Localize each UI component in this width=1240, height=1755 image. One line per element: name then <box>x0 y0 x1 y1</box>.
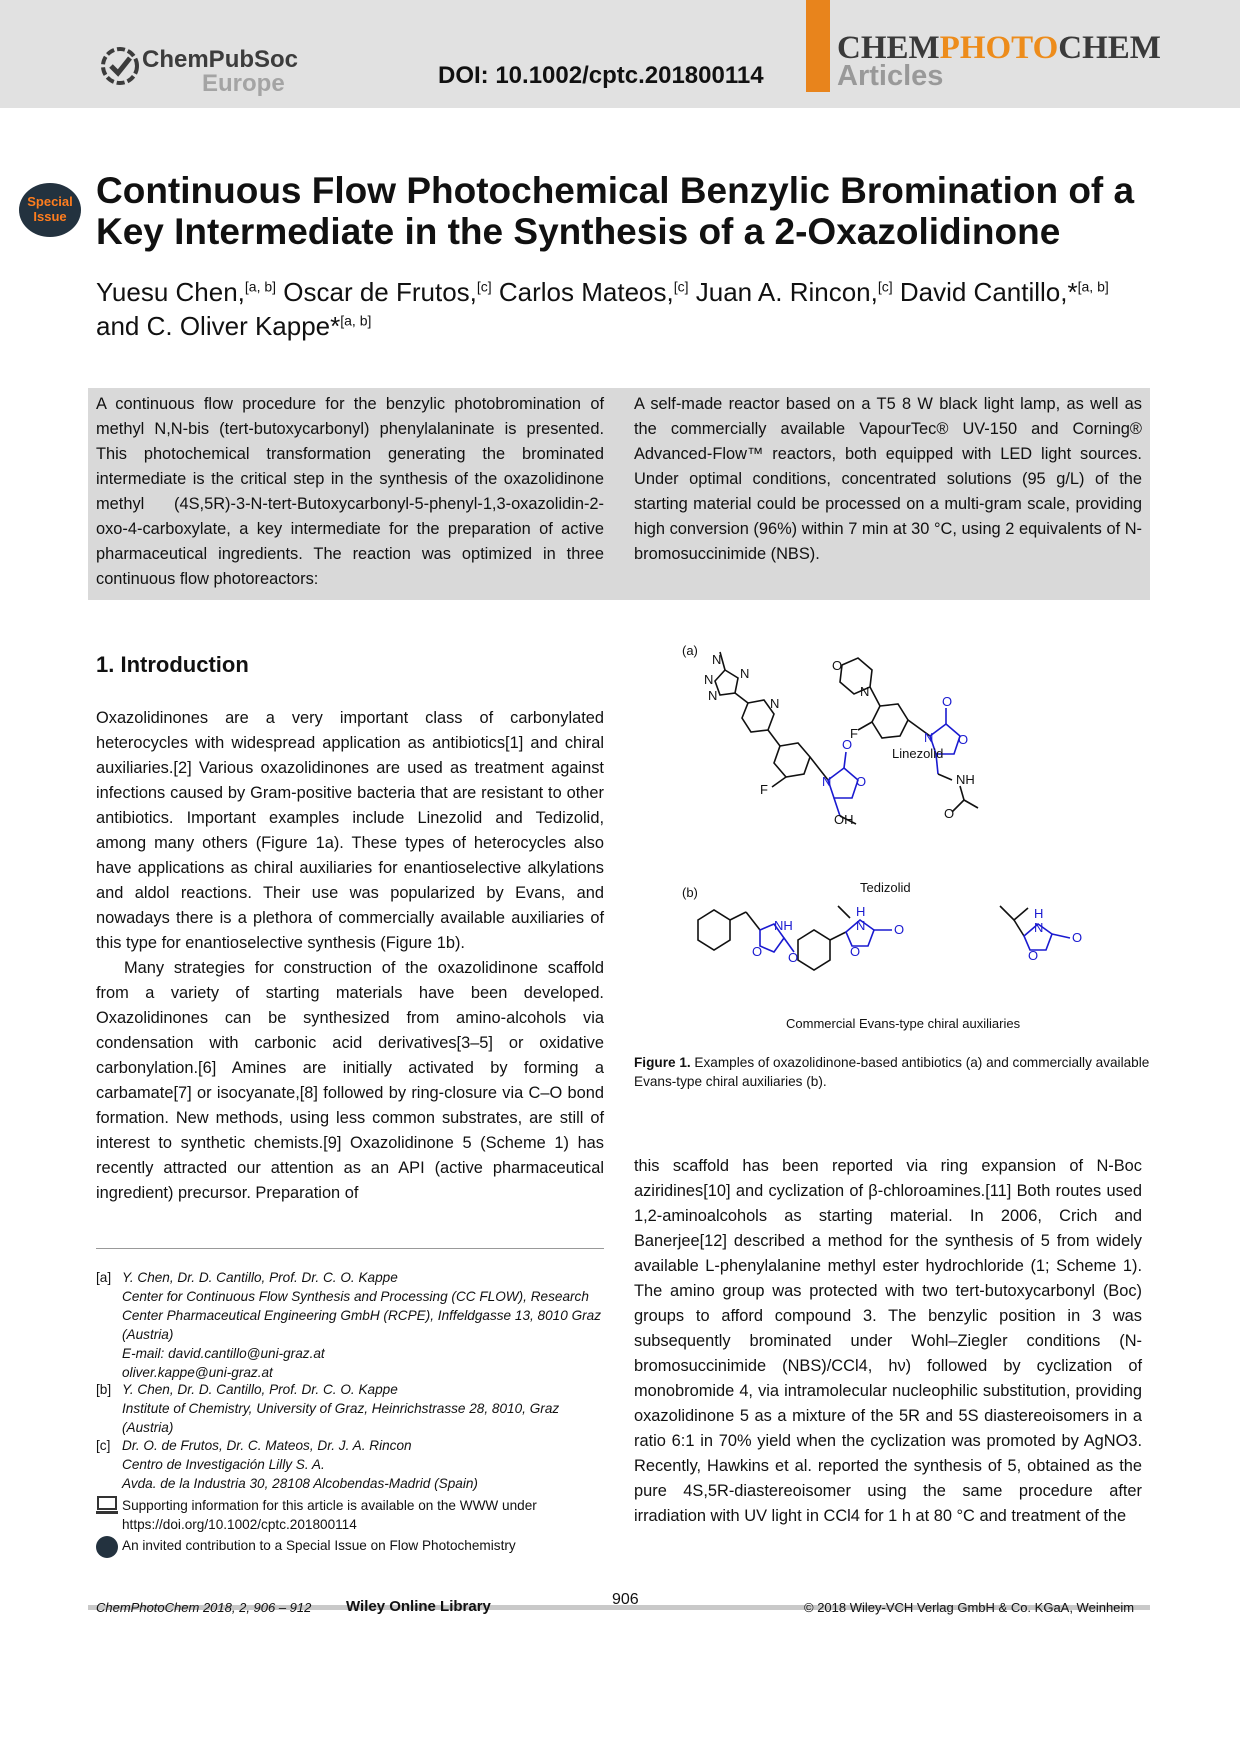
linezolid-atom-o-ring: O <box>958 732 969 747</box>
evans2-atom-o-ring: O <box>850 944 861 959</box>
evans1-atom-o-carbonyl: O <box>788 950 799 965</box>
linezolid-atom-nh: NH <box>956 772 975 787</box>
evans3-atom-h: H <box>1034 906 1044 921</box>
label-linezolid: Linezolid <box>892 746 944 761</box>
tedizolid-atom-n5: N <box>770 696 780 711</box>
article-type: Articles <box>837 60 944 92</box>
tedizolid-atom-f: F <box>760 782 768 797</box>
label-tedizolid: Tedizolid <box>860 880 911 895</box>
journal-name[interactable]: CHEMPHOTOCHEM <box>837 30 1161 66</box>
panel-a-label: (a) <box>682 643 698 658</box>
intro-left-column <box>96 706 604 1206</box>
special-issue-icon <box>96 1536 118 1558</box>
footer-citation: ChemPhotoChem 2018, 2, 906 – 912 <box>96 1600 312 1615</box>
linezolid-atom-o1: O <box>832 658 843 673</box>
tedizolid-atom-n2: N <box>740 666 750 681</box>
figure-1-caption: Figure 1. Examples of oxazolidinone-based antibiotics (a) and commercially available Evans-type chiral auxiliaries (b). <box>634 1055 1150 1089</box>
intro-paragraph-2: Many strategies for construction of the oxazolidinone scaffold from a variety of starting materials have been developed. Oxazolidinones can be synthesized from amino-alcohols via condensation with carbonic acid derivatives[3–5] or oxidative carbonylation.[6] Amines are initially activated by forming a carbamate[7] or isocyanate,[8] followed by ring-closure via C–O bond formation. New methods, using less common substrates, are still of interest to synthetic chemists.[9] Oxazolidinone 5 (Scheme 1) has recently attracted our attention as an API (active pharmaceutical ingredient) precursor. Preparation of <box>96 959 604 1202</box>
publisher-name: ChemPubSoc <box>142 46 299 73</box>
supporting-info-note[interactable]: Supporting information for this article is available on the WWW under https://doi.org/10.1002/cptc.201800114 <box>96 1496 604 1534</box>
doi-label[interactable]: DOI: 10.1002/cptc.201800114 <box>438 62 764 89</box>
panel-b-label: (b) <box>682 885 698 900</box>
affiliation-c: [c] Dr. O. de Frutos, Dr. C. Mateos, Dr. J. A. Rincon Centro de Investigación Lilly S. A. Avda. de la Industria 30, 28108 Alcobendas-Madrid (Spain) <box>96 1438 478 1491</box>
chempubsoc-logo-icon <box>100 46 140 86</box>
evans1-atom-nh: NH <box>774 918 793 933</box>
linezolid-atom-o2: O <box>944 806 955 821</box>
evans2-atom-o-carbonyl: O <box>894 922 905 937</box>
evans1-atom-o-ring: O <box>752 944 763 959</box>
page-number: 906 <box>612 1591 639 1608</box>
evans3-atom-o-carbonyl: O <box>1072 930 1083 945</box>
linezolid-atom-n1: N <box>860 684 870 699</box>
intro-paragraph-1: Oxazolidinones are a very important class of carbonylated heterocycles with widespread application as antibiotics[1] and chiral auxiliaries.[2] Various oxazolidinones are used as treatment against infections caused by Gram-positive bacteria that are resistant to other antibiotics. Important examples include Linezolid and Tedizolid, among many others (Figure 1a). These types of heterocycles also have applications as chiral auxiliaries for enantioselective alkylations and aldol reactions. Their use was popularized by Evans, and nowadays there is a plethora of commercially available auxiliaries of this type for enantioselective synthesis (Figure 1b). <box>96 709 604 952</box>
evans2-atom-h: H <box>856 904 866 919</box>
abstract-left: A continuous flow procedure for the benzylic photobromination of methyl N,N-bis (tert-butoxycarbonyl) phenylalaninate is presented. This photochemical transformation generating the brominated intermediate is the critical step in the synthesis of the oxazolidinone methyl (4S,5R)-3-N-tert-Butoxycarbonyl-5-phenyl-1,3-oxazolidin-2-oxo-4-carboxylate, a key intermediate for the preparation of active pharmaceutical ingredients. The reaction was optimized in three continuous flow photoreactors: <box>96 395 604 588</box>
section-heading-introduction: 1. Introduction <box>96 652 249 677</box>
figure-1 <box>660 640 1170 1040</box>
evans3-atom-o-ring: O <box>1028 948 1039 963</box>
special-issue-badge: Special Issue <box>19 183 81 237</box>
computer-icon <box>96 1496 118 1516</box>
tedizolid-atom-oh: OH <box>834 812 854 827</box>
article-title: Continuous Flow Photochemical Benzylic Bromination of a Key Intermediate in the Synthesis of a 2-Oxazolidinone <box>96 170 1135 252</box>
footer-copyright: © 2018 Wiley-VCH Verlag GmbH & Co. KGaA, Weinheim <box>804 1600 1135 1615</box>
linezolid-atom-o-carbonyl: O <box>942 694 953 709</box>
abstract-right: A self-made reactor based on a T5 8 W black light lamp, as well as the commercially available VapourTec® UV-150 and Corning® Advanced-Flow™ reactors, both equipped with LED light sources. Under optimal conditions, concentrated solutions (95 g/L) of the starting material could be processed on a multi-gram scale, providing high conversion (96%) within 7 min at 30 °C, using 2 equivalents of N-bromosuccinimide (NBS). <box>634 395 1142 563</box>
linezolid-atom-n-ring: N <box>924 730 934 745</box>
invited-note: An invited contribution to a Special Issue on Flow Photochemistry <box>96 1536 604 1555</box>
affiliation-b: [b] Y. Chen, Dr. D. Cantillo, Prof. Dr. C. O. Kappe Institute of Chemistry, University of Graz, Heinrichstrasse 28, 8010, Graz (Austria) <box>96 1382 560 1435</box>
footer-library-link[interactable]: Wiley Online Library <box>346 1598 491 1615</box>
intro-paragraph-3: this scaffold has been reported via ring expansion of N-Boc aziridines[10] and cyclization of β-chloroamines.[11] Both routes used 1,2-aminoalcohols as starting material. In 2006, Crich and Banerjee[12] described a method for the synthesis of 5 from widely available L-phenylalanine methyl ester hydrochloride (1; Scheme 1). The amino group was protected with two tert-butoxycarbonyl (Boc) groups to afford compound 3. The benzylic position in 3 was subsequently brominated under Wohl–Ziegler conditions (N-bromosuccinimide (NBS)/CCl4, hν) followed by cyclization of monobromide 4, via intramolecular nucleophilic substitution, providing oxazolidinone 5 as a mixture of the 5R and 5S diastereoisomers in a ratio 6:1 in 70% yield when the cyclization was promoted by AgNO3. Recently, Hawkins et al. reported the synthesis of 5, obtained as the pure 4S,5R-diastereoisomer using the same procedure after irradiation with UV light in CCl4 for 1 h at 80 °C and treatment of the <box>634 1157 1142 1525</box>
author-list: Yuesu Chen,[a, b] Oscar de Frutos,[c] Carlos Mateos,[c] Juan A. Rincon,[c] David Cantillo,*[a, b] and C. Oliver Kappe*[a, b] <box>96 277 1109 341</box>
publisher-region: Europe <box>202 70 285 97</box>
tedizolid-atom-o-carbonyl: O <box>842 737 853 752</box>
evans2-atom-n: N <box>856 918 866 933</box>
tedizolid-atom-n4: N <box>708 688 718 703</box>
evans-auxiliaries-label: Commercial Evans-type chiral auxiliaries <box>786 1016 1021 1031</box>
linezolid-atom-f: F <box>850 726 858 741</box>
tedizolid-atom-n3: N <box>704 672 714 687</box>
accent-bar <box>806 0 830 92</box>
page-header <box>0 0 1240 108</box>
affiliation-a: [a] Y. Chen, Dr. D. Cantillo, Prof. Dr. C. O. Kappe Center for Continuous Flow Synthesis and Processing (CC FLOW), Research Center Pharmaceutical Engineering GmbH (RCPE), Inffeldgasse 13, 8010 Graz (Austria) E-mail: david.cantillo@uni-graz.at oliver.kappe@uni-graz.at <box>96 1270 602 1380</box>
evans3-atom-n: N <box>1034 920 1044 935</box>
tedizolid-atom-n-ring: N <box>822 774 832 789</box>
intro-right-column <box>634 1154 1142 1529</box>
tedizolid-atom-n1: N <box>712 652 722 667</box>
tedizolid-atom-o-ring: O <box>856 774 867 789</box>
footnote-divider <box>96 1248 604 1249</box>
